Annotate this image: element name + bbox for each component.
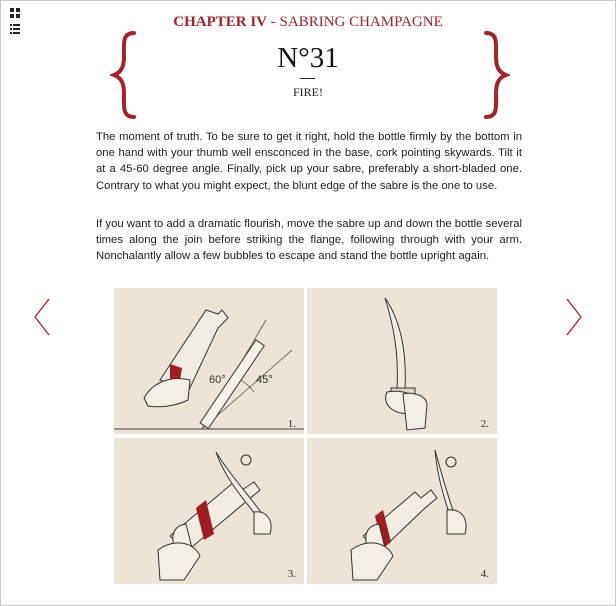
chapter-number: CHAPTER IV (173, 14, 268, 30)
sabre-in-hand-illustration (307, 288, 497, 434)
angle-label-60: 60° (209, 374, 226, 386)
panel-label-4: 4. (480, 568, 489, 580)
body-paragraph-2: If you want to add a dramatic flourish, move the sabre up and down the bottle several times along the join before striking the flange, following through with your arm. Nonchalantly allow a few bubbles to escape and stand the bottle upright again. (96, 218, 522, 263)
illustration-panel-3 (114, 438, 304, 584)
next-page-arrow-icon[interactable] (565, 297, 583, 337)
illustration-panel-4 (307, 438, 497, 584)
recipe-number: N°31 (277, 42, 339, 74)
panel-label-1: 1. (287, 418, 296, 430)
sabre-along-bottle-illustration (114, 438, 304, 584)
title-divider (300, 78, 315, 79)
previous-page-arrow-icon[interactable] (33, 297, 51, 337)
section-subtitle: FIRE! (293, 85, 323, 99)
angle-label-45: 45° (256, 374, 273, 386)
panel-label-2: 2. (480, 418, 489, 430)
chapter-title (0, 14, 616, 31)
illustration-panel-2 (307, 288, 497, 434)
body-paragraph-1: The moment of truth. To be sure to get it right, hold the bottle firmly by the bottom in one hand with your thumb well ensconced in the base, cork pointing skywards. Tilt it at a 45-60 degree angle. Finally, pick up your sabre, preferably a short-bladed one. Contrary to what you might expect, the blunt edge of the sabre is the one to use. (96, 131, 522, 192)
chapter-name: - SABRING CHAMPAGNE (267, 14, 443, 30)
illustration-panel-1 (114, 288, 304, 434)
bottle-angle-illustration (114, 288, 304, 434)
panel-label-3: 3. (287, 568, 296, 580)
sabre-strike-illustration (307, 438, 497, 584)
